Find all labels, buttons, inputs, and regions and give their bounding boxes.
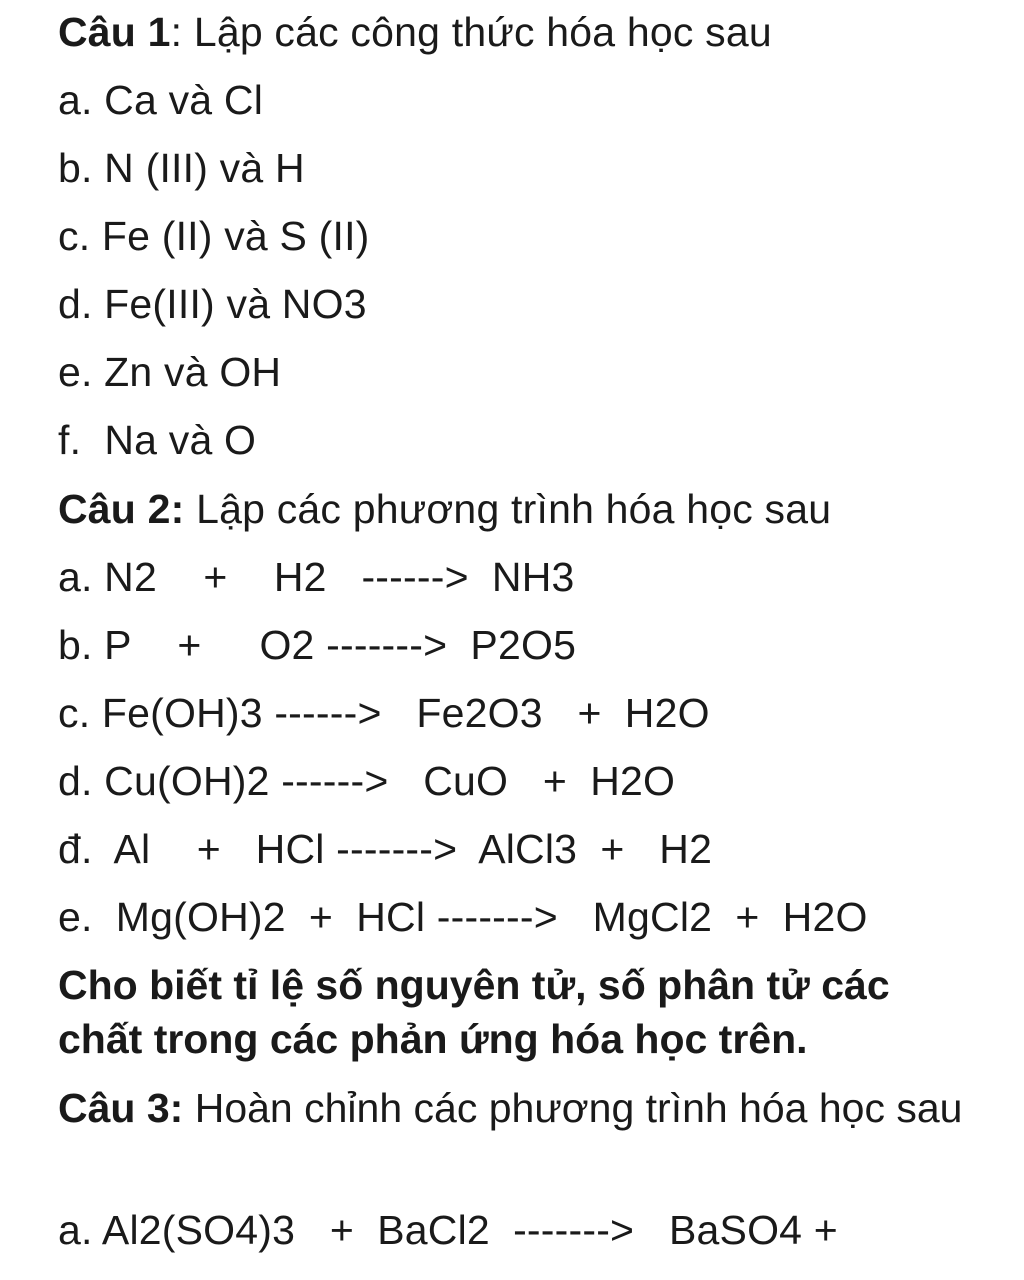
cau2-item-e: e. Mg(OH)2 + HCl -------> MgCl2 + H2O — [58, 894, 868, 940]
cau1-heading — [58, 8, 772, 56]
cau3-item-a: a. Al2(SO4)3 + BaCl2 -------> BaSO4 + — [58, 1207, 838, 1253]
cau2-label: Câu 2: — [58, 486, 185, 532]
cau3-label: Câu 3: — [58, 1085, 184, 1131]
cau1-item-f: f. Na và O — [58, 417, 257, 463]
cau2-item-c: c. Fe(OH)3 ------> Fe2O3 + H2O — [58, 690, 710, 736]
cau3-title: Hoàn chỉnh các phương trình hóa học sau — [183, 1085, 963, 1131]
cau3-heading — [58, 1081, 978, 1135]
cau2-title: Lập các phương trình hóa học sau — [184, 486, 832, 532]
cau1-item-a: a. Ca và Cl — [58, 77, 263, 123]
cau2-item-b: b. P + O2 -------> P2O5 — [58, 622, 577, 668]
cau1-item-c: c. Fe (II) và S (II) — [58, 213, 370, 259]
cau2-item-dd: đ. Al + HCl -------> AlCl3 + H2 — [58, 826, 713, 872]
cau2-item-a: a. N2 + H2 ------> NH3 — [58, 554, 575, 600]
cau1-item-d: d. Fe(III) và NO3 — [58, 281, 367, 327]
cau1-title: : Lập các công thức hóa học sau — [170, 9, 772, 55]
cau2-note: Cho biết tỉ lệ số nguyên tử, số phân tử các chất trong các phản ứng hóa học trên. — [58, 962, 890, 1062]
cau2-item-d: d. Cu(OH)2 ------> CuO + H2O — [58, 758, 676, 804]
cau2-heading — [58, 485, 831, 533]
cau1-item-b: b. N (III) và H — [58, 145, 305, 191]
cau1-item-e: e. Zn và OH — [58, 349, 282, 395]
cau1-label: Câu 1 — [58, 9, 171, 55]
